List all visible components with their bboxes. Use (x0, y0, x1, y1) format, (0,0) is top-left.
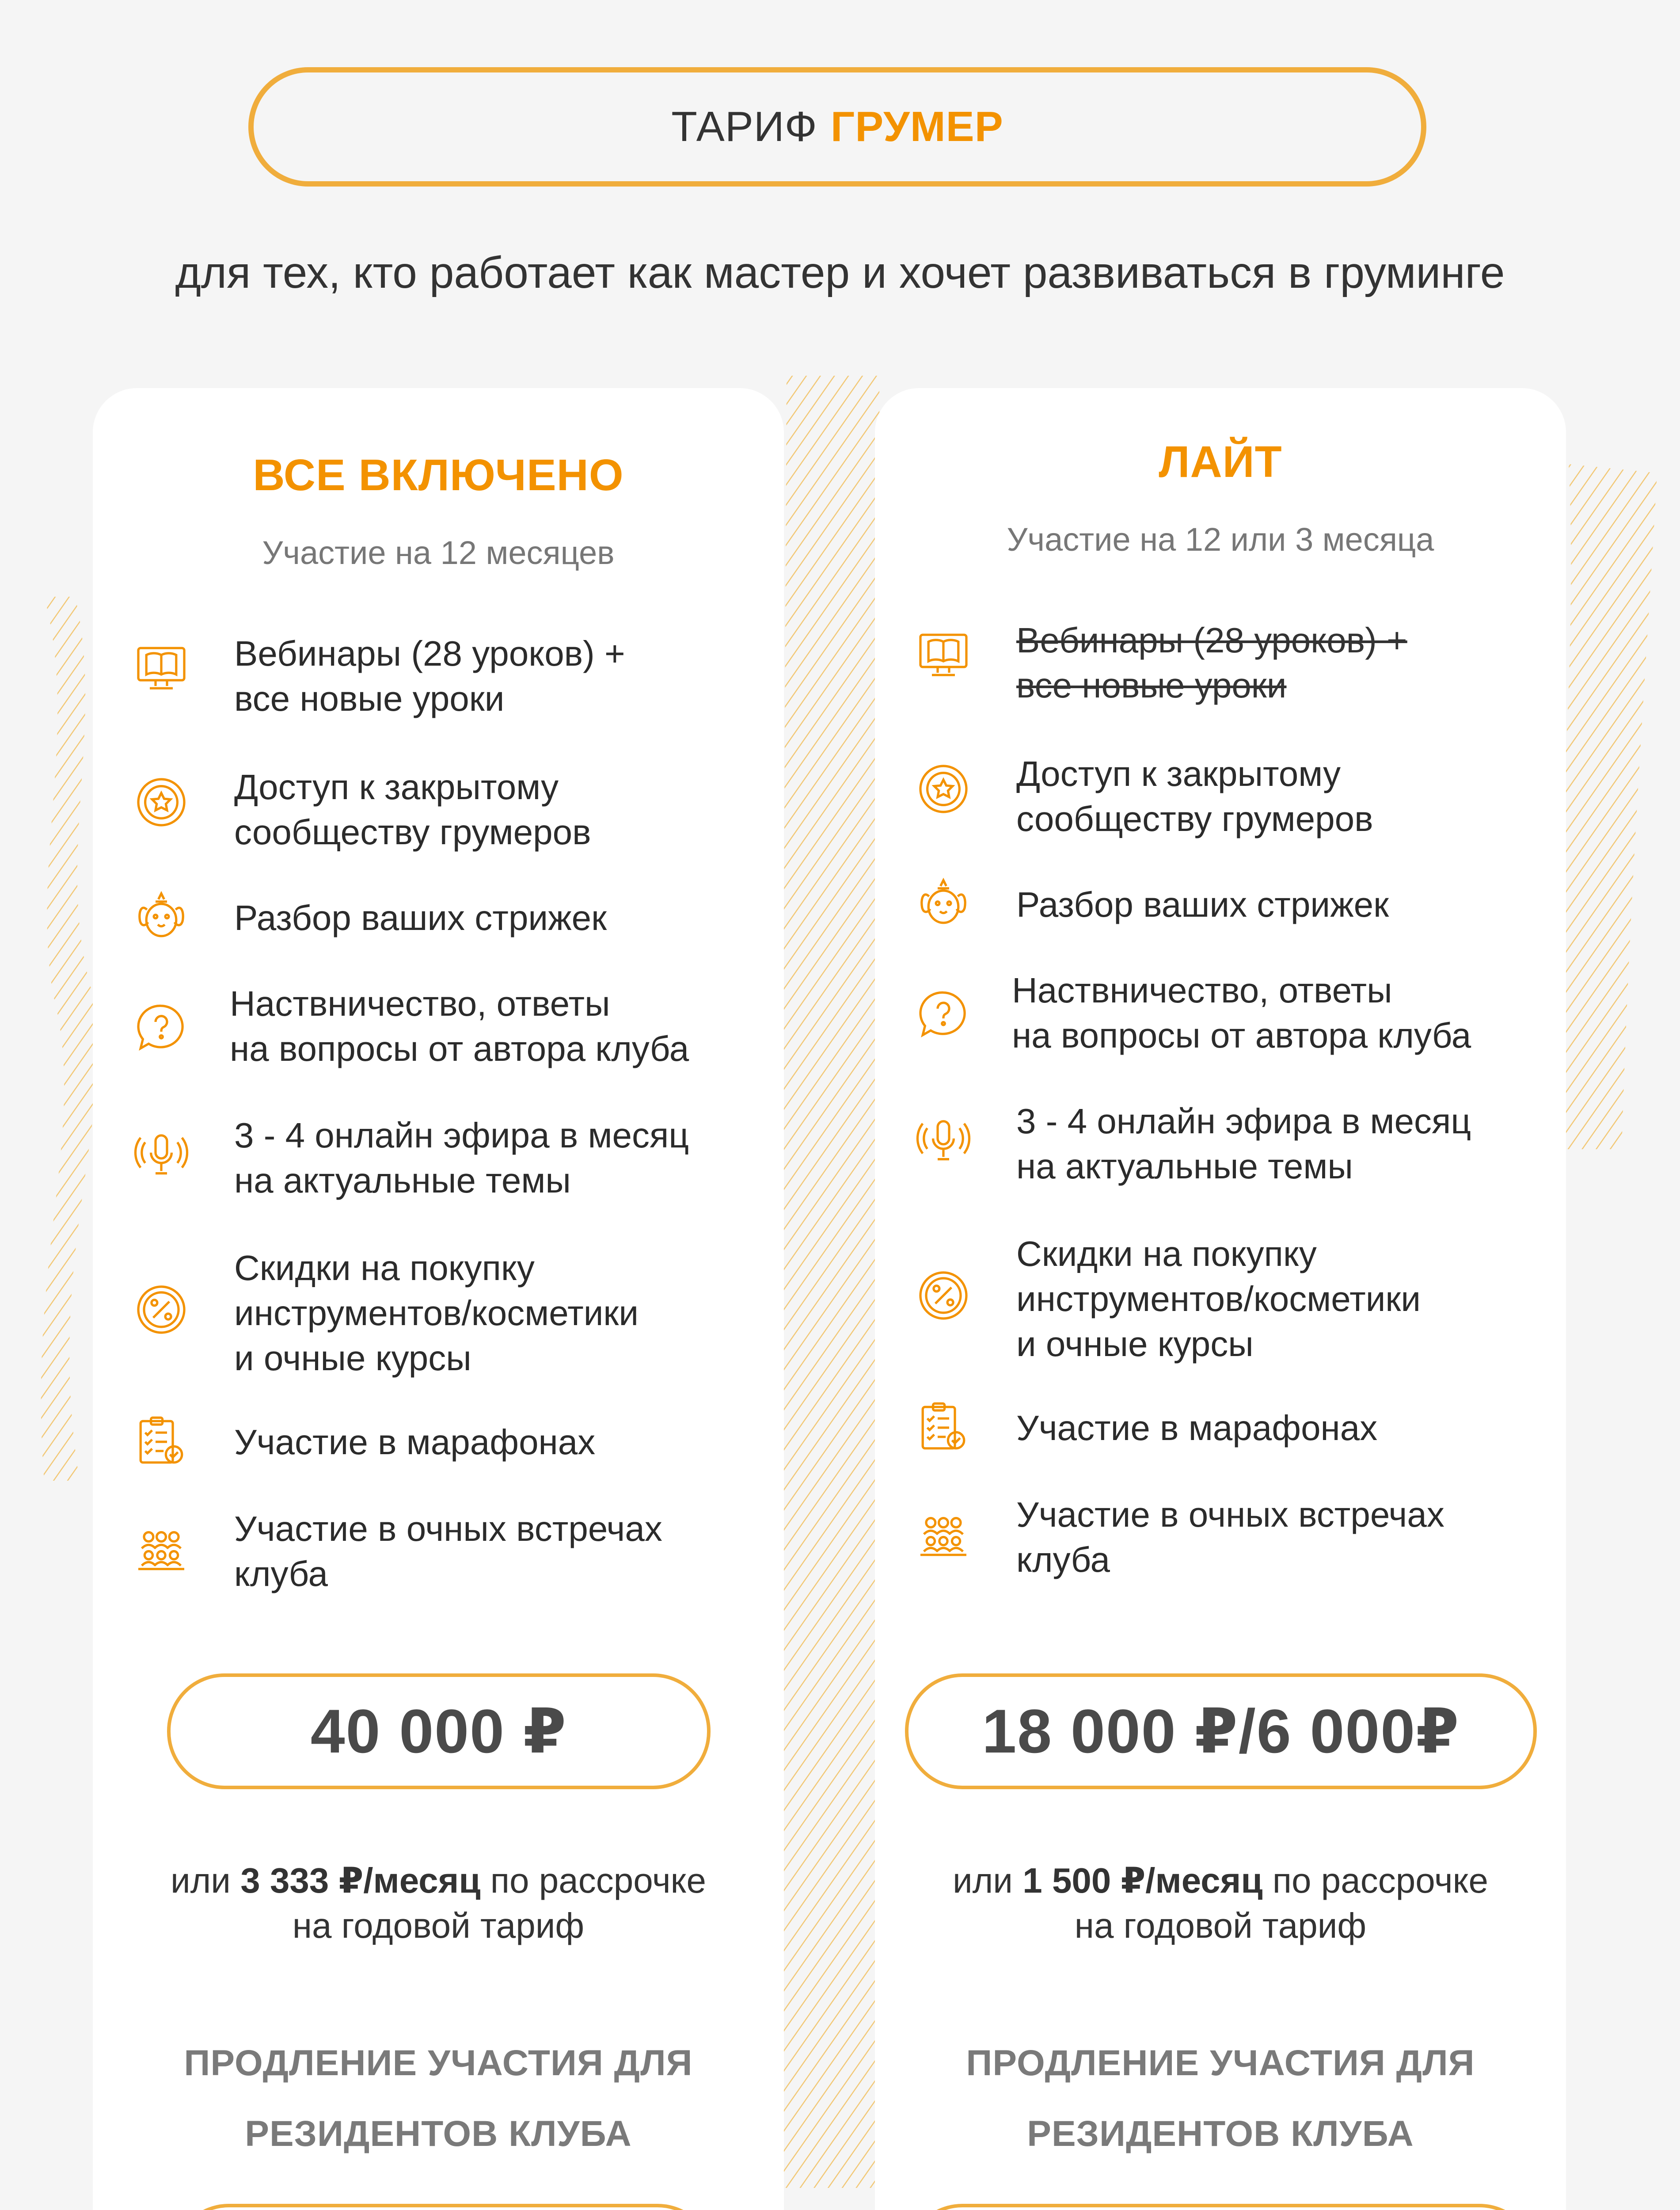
feature-text: Разбор ваших стрижек (234, 898, 607, 937)
question-bubble-icon (133, 999, 190, 1056)
feature-text: Наствничество, ответы на вопросы от автора клуба (230, 984, 689, 1068)
discount-percent-icon (915, 1267, 972, 1324)
installment-amount: 1 500 ₽/месяц (1022, 1861, 1263, 1900)
community-badge-icon (133, 774, 190, 831)
plan-card-all-inclusive (93, 388, 784, 2210)
plan-card-lite (875, 388, 1566, 2210)
feature-text: Участие в марафонах (1016, 1408, 1378, 1448)
renewal-price-pill[interactable] (171, 2204, 715, 2210)
installment-suffix: по рассрочке (480, 1861, 707, 1900)
installment-line2: на годовой тариф (292, 1906, 585, 1945)
feature-text: Доступ к закрытому сообществу грумеров (234, 767, 591, 852)
installment-prefix: или (170, 1861, 241, 1900)
price-pill[interactable]: 18 000 ₽/6 000₽ (905, 1673, 1537, 1789)
installment-prefix: или (952, 1861, 1023, 1900)
feature-text: Разбор ваших стрижек (1016, 885, 1389, 924)
community-badge-icon (915, 760, 972, 818)
feature-text: Скидки на покупку инструментов/косметики и очные курсы (1016, 1234, 1421, 1364)
plan-card-title: ЛАЙТ (1159, 437, 1282, 487)
installment-note (93, 1858, 784, 1948)
installment-line2: на годовой тариф (1074, 1906, 1367, 1945)
plan-title-prefix: ТАРИФ (671, 103, 817, 150)
renewal-heading (93, 2028, 784, 2169)
decorative-hatch-center (778, 376, 884, 2188)
installment-amount: 3 333 ₽/месяц (240, 1861, 481, 1900)
price-pill[interactable]: 40 000 ₽ (167, 1673, 711, 1789)
plan-title-pill (248, 67, 1426, 187)
webinar-book-icon (915, 627, 972, 684)
renewal-heading (875, 2028, 1566, 2169)
feature-text: Участие в очных встречах клуба (234, 1509, 662, 1593)
broadcast-mic-icon (133, 1126, 190, 1184)
plan-card-subtitle: Участие на 12 месяцев (262, 534, 615, 571)
plan-card-title: ВСЕ ВКЛЮЧЕНО (253, 450, 624, 500)
feature-text: Участие в очных встречах клуба (1016, 1495, 1444, 1579)
discount-percent-icon (133, 1281, 190, 1338)
audience-icon (133, 1520, 190, 1577)
renewal-line1: ПРОДЛЕНИЕ УЧАСТИЯ ДЛЯ (966, 2043, 1475, 2083)
audience-icon (915, 1505, 972, 1563)
renewal-line2: РЕЗИДЕНТОВ КЛУБА (1027, 2114, 1414, 2154)
dog-face-icon (915, 873, 972, 931)
dog-face-icon (133, 887, 190, 944)
plan-title-accent: ГРУМЕР (830, 103, 1003, 150)
feature-text: Наствничество, ответы на вопросы от автора клуба (1012, 971, 1471, 1055)
renewal-line1: ПРОДЛЕНИЕ УЧАСТИЯ ДЛЯ (184, 2043, 693, 2083)
feature-text: Доступ к закрытому сообществу грумеров (1016, 754, 1373, 838)
feature-text: 3 - 4 онлайн эфира в месяц на актуальные темы (234, 1116, 689, 1200)
renewal-price-pill[interactable] (905, 2204, 1537, 2210)
feature-text: Вебинары (28 уроков) + все новые уроки (1016, 621, 1407, 705)
feature-text: Скидки на покупку инструментов/косметики и очные курсы (234, 1248, 639, 1378)
checklist-icon (133, 1413, 190, 1471)
feature-text: 3 - 4 онлайн эфира в месяц на актуальные темы (1016, 1101, 1471, 1186)
installment-note (875, 1858, 1566, 1948)
installment-suffix: по рассрочке (1262, 1861, 1489, 1900)
checklist-icon (915, 1399, 972, 1456)
webinar-book-icon (133, 640, 190, 697)
feature-text: Участие в марафонах (234, 1422, 596, 1462)
broadcast-mic-icon (915, 1112, 972, 1170)
feature-text: Вебинары (28 уроков) + все новые уроки (234, 634, 625, 718)
plan-card-subtitle: Участие на 12 или 3 месяца (1007, 521, 1434, 558)
page-subtitle: для тех, кто работает как мастер и хочет развиваться в груминге (175, 248, 1505, 297)
renewal-line2: РЕЗИДЕНТОВ КЛУБА (245, 2114, 632, 2154)
question-bubble-icon (915, 986, 972, 1043)
